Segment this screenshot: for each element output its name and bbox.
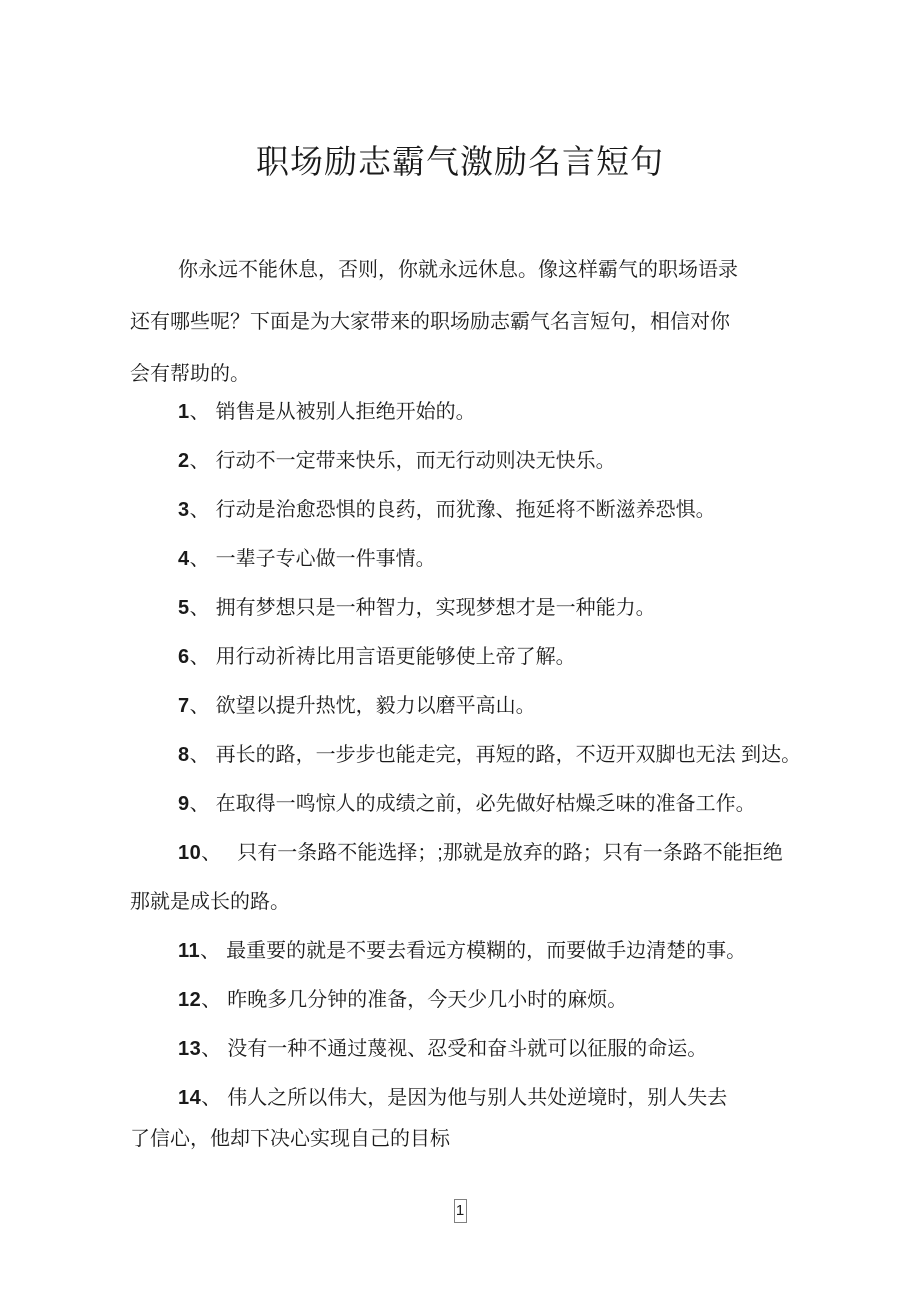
item-text: 用行动祈祷比用言语更能够使上帝了解。 bbox=[215, 646, 576, 668]
item-text: 在取得一鸣惊人的成绩之前，必先做好枯燥乏味的准备工作。 bbox=[215, 793, 756, 815]
page-number-frame bbox=[454, 1199, 467, 1223]
list-item-5 bbox=[130, 584, 790, 633]
item-separator: 、 bbox=[201, 1087, 222, 1109]
list-item-4 bbox=[130, 535, 790, 584]
list-item-11 bbox=[130, 927, 790, 976]
item-separator: 、 bbox=[201, 842, 212, 864]
item-separator: 、 bbox=[189, 548, 210, 570]
page-number: 1 bbox=[455, 1202, 465, 1219]
item-separator: 、 bbox=[189, 499, 210, 521]
item-text: 只有一条路不能选择；;那就是放弃的路；只有一条路不能拒绝 bbox=[217, 842, 783, 864]
list-item-10-continuation: 那就是成长的路。 bbox=[130, 891, 290, 913]
list-item-1 bbox=[130, 388, 790, 437]
item-number: 1 bbox=[178, 401, 190, 423]
intro-line: 你永远不能休息，否则，你就永远休息。像这样霸气的职场语录 bbox=[178, 259, 738, 281]
item-text: 一辈子专心做一件事情。 bbox=[215, 548, 436, 570]
item-separator: 、 bbox=[189, 597, 210, 619]
item-text: 没有一种不通过蔑视、忍受和奋斗就可以征服的命运。 bbox=[227, 1038, 708, 1060]
list-item-10 bbox=[130, 829, 790, 878]
item-number: 9 bbox=[178, 793, 190, 815]
item-separator: 、 bbox=[189, 450, 210, 472]
item-number: 11 bbox=[178, 940, 201, 962]
item-separator: 、 bbox=[189, 695, 210, 717]
item-number: 8 bbox=[178, 744, 190, 766]
intro-paragraph bbox=[130, 244, 790, 400]
item-text: 最重要的就是不要去看远方模糊的，而要做手边清楚的事。 bbox=[226, 940, 747, 962]
item-number: 10 bbox=[178, 842, 202, 864]
list-item-12 bbox=[130, 976, 790, 1025]
intro-line: 会有帮助的。 bbox=[130, 363, 250, 385]
list-item-8 bbox=[130, 731, 802, 780]
item-number: 12 bbox=[178, 989, 202, 1011]
item-number: 2 bbox=[178, 450, 190, 472]
document-content bbox=[0, 138, 920, 1223]
item-text: 欲望以提升热忱，毅力以磨平高山。 bbox=[215, 695, 536, 717]
list-item-9 bbox=[130, 780, 790, 829]
item-number: 3 bbox=[178, 499, 190, 521]
item-text: 销售是从被别人拒绝开始的。 bbox=[215, 401, 476, 423]
item-number: 5 bbox=[178, 597, 190, 619]
quote-list bbox=[130, 388, 802, 1155]
item-text: 昨晚多几分钟的准备，今天少几小时的麻烦。 bbox=[227, 989, 628, 1011]
item-number: 14 bbox=[178, 1087, 202, 1109]
list-item-2 bbox=[130, 437, 790, 486]
item-number: 4 bbox=[178, 548, 190, 570]
page-footer bbox=[130, 1199, 790, 1223]
item-number: 6 bbox=[178, 646, 190, 668]
item-separator: 、 bbox=[189, 646, 210, 668]
item-text: 行动不一定带来快乐，而无行动则决无快乐。 bbox=[215, 450, 616, 472]
intro-line: 还有哪些呢？下面是为大家带来的职场励志霸气名言短句，相信对你 bbox=[130, 311, 730, 333]
item-number: 7 bbox=[178, 695, 190, 717]
list-item-14 bbox=[130, 1074, 790, 1123]
item-text: 行动是治愈恐惧的良药，而犹豫、拖延将不断滋养恐惧。 bbox=[215, 499, 716, 521]
item-separator: 、 bbox=[201, 989, 222, 1011]
list-item-7 bbox=[130, 682, 790, 731]
item-text: 拥有梦想只是一种智力，实现梦想才是一种能力。 bbox=[215, 597, 656, 619]
item-text: 再长的路，一步步也能走完，再短的路，不迈开双脚也无法 到达。 bbox=[215, 744, 802, 766]
item-text: 伟人之所以伟大，是因为他与别人共处逆境时，别人失去 bbox=[227, 1087, 728, 1109]
item-separator: 、 bbox=[200, 940, 221, 962]
document-title: 职场励志霸气激励名言短句 bbox=[256, 143, 664, 180]
list-item-13 bbox=[130, 1025, 790, 1074]
item-separator: 、 bbox=[201, 1038, 222, 1060]
list-item-6 bbox=[130, 633, 790, 682]
list-item-14-continuation: 了信心，他却下决心实现自己的目标 bbox=[130, 1128, 450, 1150]
item-separator: 、 bbox=[189, 401, 210, 423]
item-separator: 、 bbox=[189, 744, 210, 766]
item-separator: 、 bbox=[189, 793, 210, 815]
list-item-3 bbox=[130, 486, 790, 535]
item-number: 13 bbox=[178, 1038, 202, 1060]
